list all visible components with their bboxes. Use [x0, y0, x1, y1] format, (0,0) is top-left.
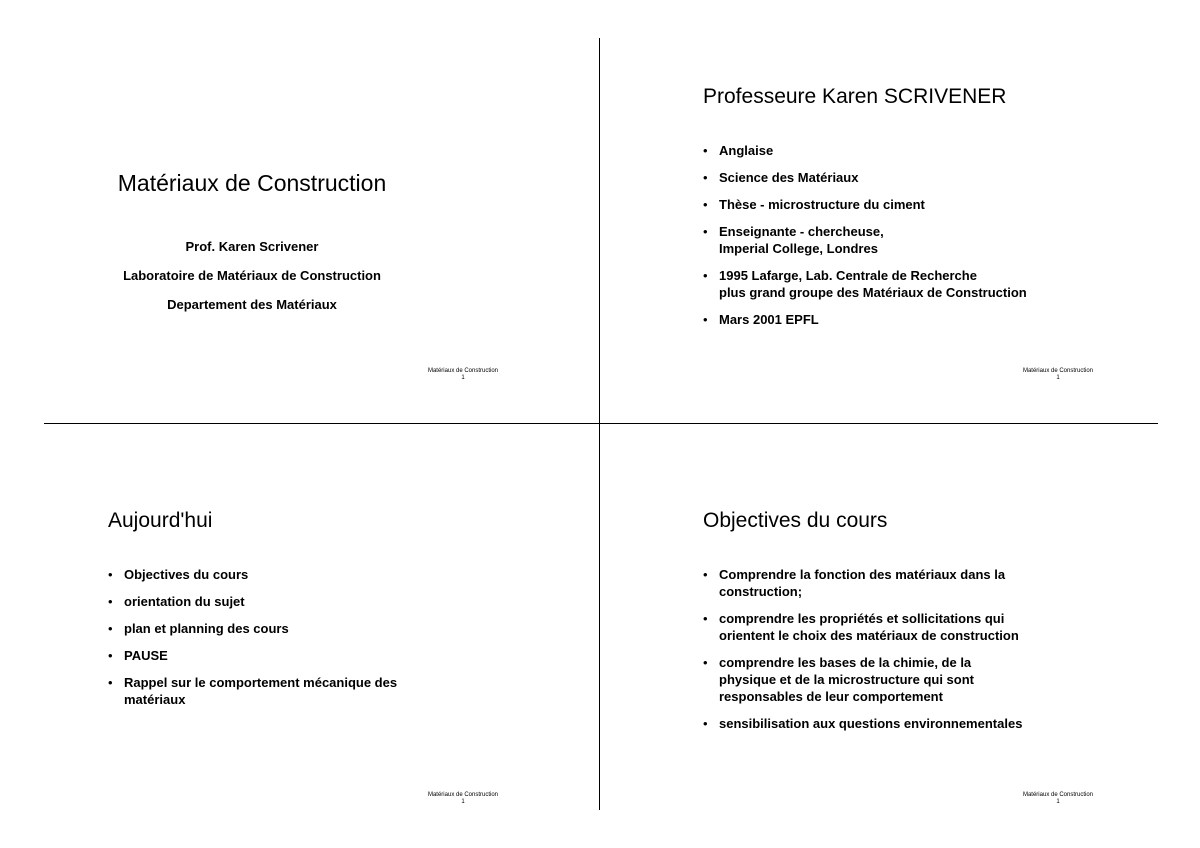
bullet-text: Objectives du cours	[124, 567, 249, 582]
bullet-text: Comprendre la fonction des matériaux dans la construction;	[719, 567, 1006, 599]
footer-text: Matériaux de Construction	[427, 792, 499, 798]
bullet-list	[703, 142, 1027, 338]
bullet-text: Anglaise	[719, 143, 774, 158]
bullet-text: plan et planning des cours	[124, 621, 289, 636]
list-item	[703, 169, 1027, 186]
laboratory-name: Laboratoire de Matériaux de Construction	[123, 268, 381, 283]
slide-title: Professeure Karen SCRIVENER	[703, 85, 1007, 108]
slide-footer	[1008, 368, 1108, 382]
bullet-text: Mars 2001 EPFL	[719, 312, 819, 327]
footer-text: Matériaux de Construction	[1022, 792, 1094, 798]
list-item	[108, 647, 397, 664]
slide-footer	[1008, 792, 1108, 806]
list-item	[108, 674, 397, 708]
bullet-text: PAUSE	[124, 648, 168, 663]
bullet-text: Thèse - microstructure du ciment	[719, 197, 925, 212]
bullet-list	[108, 566, 397, 718]
bullet-icon: •	[703, 655, 708, 670]
slide-title: Objectives du cours	[703, 509, 888, 532]
list-item	[703, 610, 1022, 644]
slide-title: Matériaux de Construction	[117, 170, 387, 196]
slide-1	[50, 38, 599, 423]
bullet-icon: •	[703, 567, 708, 582]
bullet-icon: •	[703, 611, 708, 626]
slide-title: Aujourd'hui	[108, 509, 213, 532]
footer-page-number: 1	[1056, 375, 1060, 381]
department-name: Departement des Matériaux	[167, 297, 337, 312]
slide-2	[600, 38, 1158, 423]
list-item	[108, 566, 397, 583]
list-item	[703, 715, 1022, 732]
slide-footer	[413, 368, 513, 382]
bullet-icon: •	[703, 143, 708, 158]
slide-3	[50, 424, 599, 810]
list-item	[703, 654, 1022, 705]
bullet-icon: •	[703, 716, 708, 731]
list-item	[703, 142, 1027, 159]
bullet-text: comprendre les bases de la chimie, de la physique et de la microstructure qui sont responsables de leur comportement	[719, 655, 974, 704]
footer-text: Matériaux de Construction	[1022, 368, 1094, 374]
footer-page-number: 1	[1056, 799, 1060, 805]
footer-text: Matériaux de Construction	[427, 368, 499, 374]
bullet-icon: •	[703, 268, 708, 283]
bullet-icon: •	[108, 675, 113, 690]
list-item	[703, 267, 1027, 301]
bullet-text: Science des Matériaux	[719, 170, 859, 185]
list-item	[108, 620, 397, 637]
bullet-icon: •	[108, 621, 113, 636]
bullet-icon: •	[703, 170, 708, 185]
slide-4	[600, 424, 1158, 810]
bullet-icon: •	[108, 648, 113, 663]
slide-footer	[413, 792, 513, 806]
bullet-icon: •	[703, 197, 708, 212]
footer-page-number: 1	[461, 799, 465, 805]
bullet-text: comprendre les propriétés et sollicitations qui orientent le choix des matériaux de construction	[719, 611, 1019, 643]
footer-page-number: 1	[461, 375, 465, 381]
bullet-text: Rappel sur le comportement mécanique des matériaux	[124, 675, 398, 707]
bullet-text: orientation du sujet	[124, 594, 245, 609]
list-item	[703, 311, 1027, 328]
list-item	[703, 196, 1027, 213]
bullet-text: 1995 Lafarge, Lab. Centrale de Recherche plus grand groupe des Matériaux de Construction	[719, 268, 1027, 300]
bullet-icon: •	[703, 312, 708, 327]
bullet-text: Enseignante - chercheuse, Imperial College, Londres	[719, 224, 884, 256]
bullet-icon: •	[108, 567, 113, 582]
list-item	[108, 593, 397, 610]
bullet-icon: •	[703, 224, 708, 239]
author-name: Prof. Karen Scrivener	[185, 239, 319, 254]
bullet-text: sensibilisation aux questions environnementales	[719, 716, 1023, 731]
bullet-list	[703, 566, 1022, 742]
list-item	[703, 223, 1027, 257]
bullet-icon: •	[108, 594, 113, 609]
list-item	[703, 566, 1022, 600]
